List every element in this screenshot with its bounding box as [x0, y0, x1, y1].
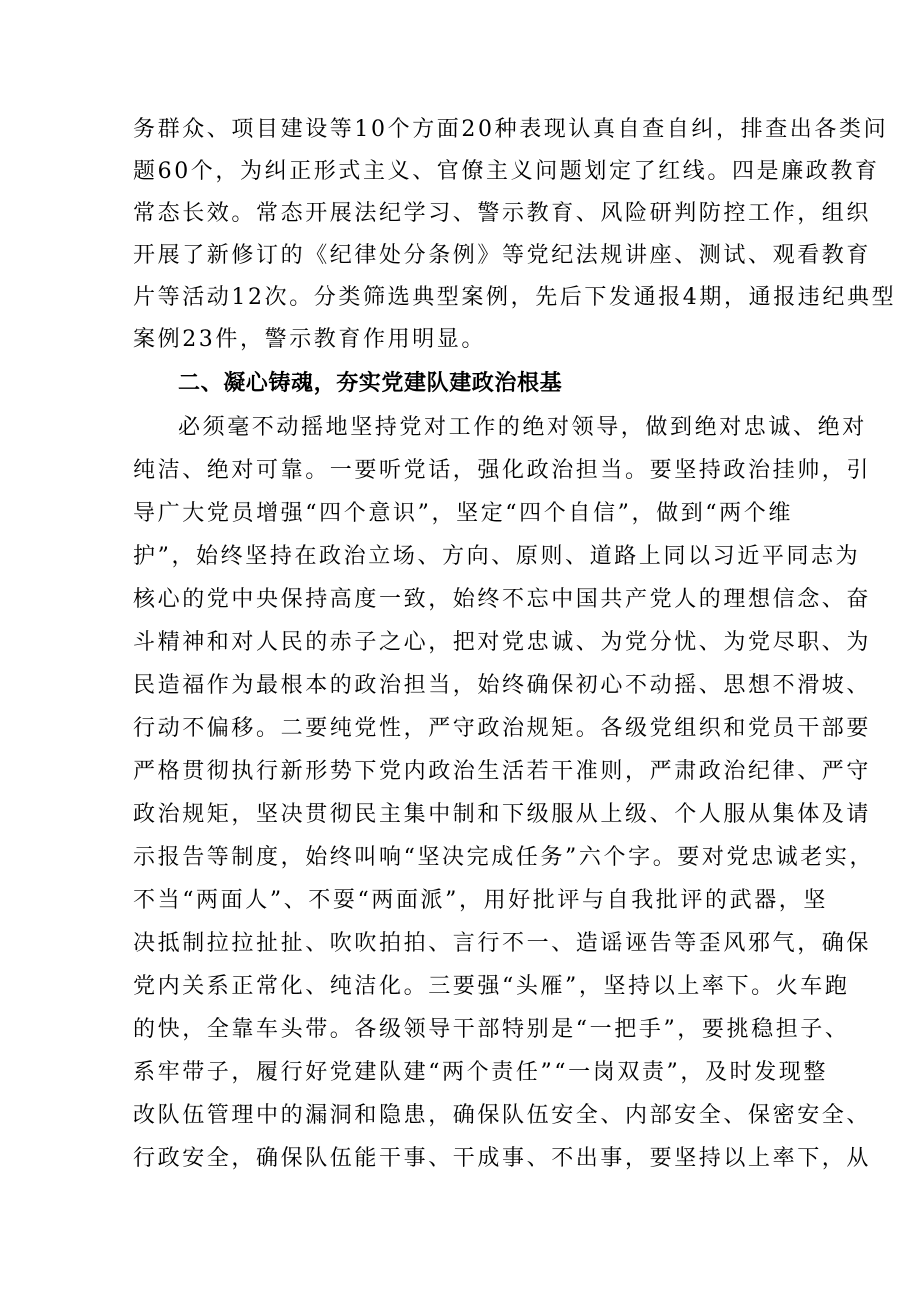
paragraph-2-line-10: 政治规矩，坚决贯彻民主集中制和下级服从上级、个人服从集体及请	[133, 802, 872, 827]
paragraph-2-line-17: 改队伍管理中的漏洞和隐患，确保队伍安全、内部安全、保密安全、	[133, 1103, 872, 1128]
paragraph-1-line-3: 常态长效。常态开展法纪学习、警示教育、风险研判防控工作，组织	[133, 201, 872, 226]
paragraph-2-line-13: 决抵制拉拉扯扯、吹吹拍拍、言行不一、造谣诬告等歪风邪气，确保	[133, 931, 872, 956]
paragraph-2-line-1: 必须毫不动摇地坚持党对工作的绝对领导，做到绝对忠诚、绝对	[178, 415, 867, 440]
paragraph-2-line-6: 斗精神和对人民的赤子之心，把对党忠诚、为党分忧、为党尽职、为	[133, 630, 872, 655]
section-heading: 二、凝心铸魂，夯实党建队建政治根基	[178, 371, 563, 396]
paragraph-1-line-5: 片等活动12次。分类筛选典型案例，先后下发通报4期，通报违纪典型	[133, 285, 897, 310]
paragraph-2-line-18: 行政安全，确保队伍能干事、干成事、不出事，要坚持以上率下，从	[133, 1146, 872, 1171]
paragraph-2-line-4: 护”，始终坚持在政治立场、方向、原则、道路上同以习近平同志为	[133, 544, 861, 569]
paragraph-2-line-16: 系牢带子，履行好党建队建“两个责任”“一岗双责”，及时发现整	[133, 1060, 828, 1085]
paragraph-1-line-4: 开展了新修订的《纪律处分条例》等党纪法规讲座、测试、观看教育	[133, 243, 872, 268]
paragraph-1-line-6: 案例23件，警示教育作用明显。	[133, 327, 486, 352]
paragraph-1-line-1: 务群众、项目建设等10个方面20种表现认真自查自纠，排查出各类问	[133, 117, 889, 142]
paragraph-2-line-9: 严格贯彻执行新形势下党内政治生活若干准则，严肃政治纪律、严守	[133, 759, 872, 784]
paragraph-2-line-7: 民造福作为最根本的政治担当，始终确保初心不动摇、思想不滑坡、	[133, 673, 872, 698]
paragraph-2-line-12: 不当“两面人”、不耍“两面派”，用好批评与自我批评的武器，坚	[133, 888, 828, 913]
paragraph-2-line-11: 示报告等制度，始终叫响“坚决完成任务”六个字。要对党忠诚老实，	[133, 845, 875, 870]
paragraph-1-line-2: 题60个，为纠正形式主义、官僚主义问题划定了红线。四是廉政教育	[133, 159, 880, 184]
paragraph-2-line-14: 党内关系正常化、纯洁化。三要强“头雁”，坚持以上率下。火车跑	[133, 974, 850, 999]
paragraph-2-line-5: 核心的党中央保持高度一致，始终不忘中国共产党人的理想信念、奋	[133, 587, 872, 612]
paragraph-2-line-15: 的快，全靠车头带。各级领导干部特别是“一把手”，要挑稳担子、	[133, 1017, 850, 1042]
paragraph-2-line-8: 行动不偏移。二要纯党性，严守政治规矩。各级党组织和党员干部要	[133, 716, 872, 741]
paragraph-2-line-3: 导广大党员增强“四个意识”，坚定“四个自信”，做到“两个维	[133, 501, 793, 526]
paragraph-2-line-2: 纯洁、绝对可靠。一要听党话，强化政治担当。要坚持政治挂帅，引	[133, 458, 872, 483]
